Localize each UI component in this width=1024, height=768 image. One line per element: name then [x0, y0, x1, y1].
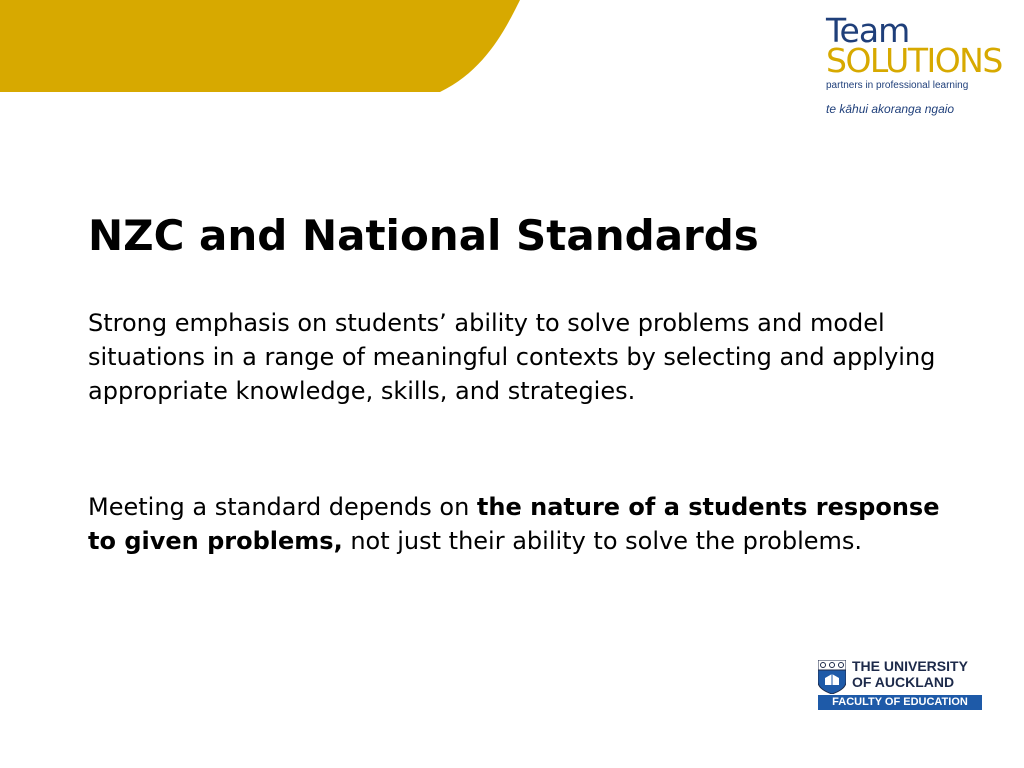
- paragraph-meeting-standard: [88, 490, 958, 558]
- paragraph-text-before: Meeting a standard depends on: [88, 493, 477, 521]
- university-name-line2: OF AUCKLAND: [852, 674, 955, 690]
- paragraph-text-after: not just their ability to solve the problems.: [342, 527, 863, 555]
- logo-maori-tagline: te kāhui akoranga ngaio: [826, 102, 955, 116]
- slide-title: NZC and National Standards: [88, 211, 759, 260]
- paragraph-bold-emphasis: the nature of a students response to given problems,: [88, 493, 940, 555]
- faculty-banner: FACULTY OF EDUCATION: [818, 695, 982, 710]
- university-of-auckland-logo: [818, 658, 984, 712]
- logo-solutions-text: SOLUTIONS: [826, 41, 1002, 80]
- logo-tagline: partners in professional learning: [826, 80, 969, 91]
- decorative-gold-shape: [0, 0, 540, 100]
- team-solutions-logo: [826, 11, 1016, 124]
- university-crest-icon: [818, 660, 846, 694]
- university-name-line1: THE UNIVERSITY: [852, 658, 968, 674]
- logo-team-text: Team: [826, 11, 910, 50]
- paragraph-problem-solving: Strong emphasis on students’ ability to solve problems and model situations in a range of meaningful contexts by selecting and applying appropriate knowledge, skills, and strategies.: [88, 309, 936, 405]
